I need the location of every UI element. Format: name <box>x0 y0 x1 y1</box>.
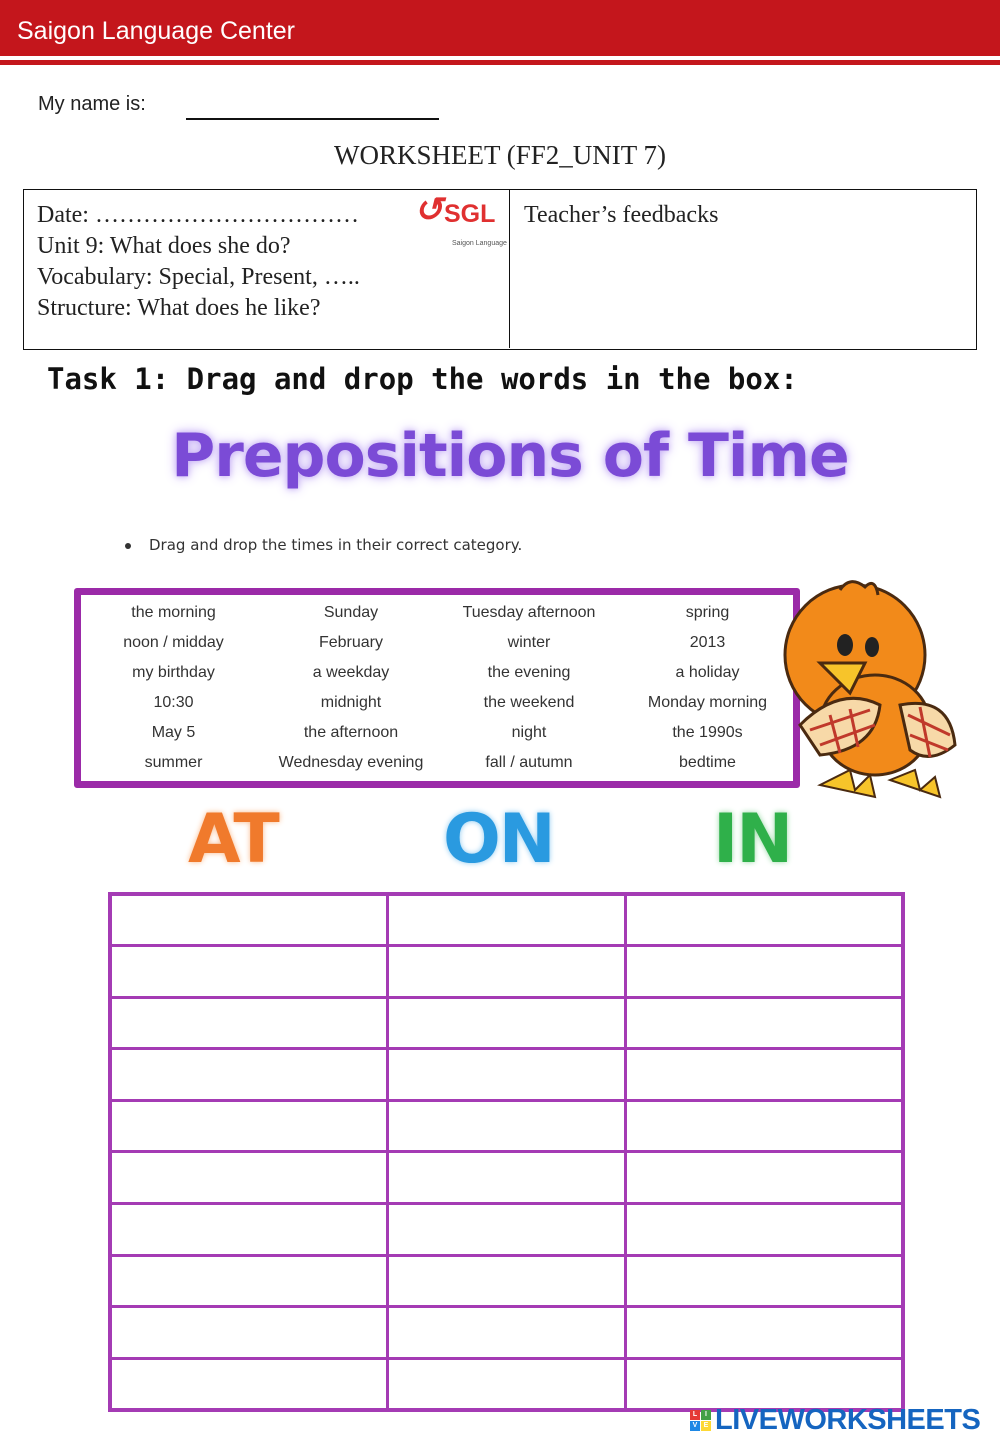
word-bank-grid <box>81 601 793 781</box>
category-in-heading: IN <box>713 800 792 879</box>
answer-table <box>108 892 905 1412</box>
answer-row <box>110 1204 903 1256</box>
activity-instruction <box>125 536 522 554</box>
word-chip[interactable]: the weekend <box>483 694 575 711</box>
word-chip[interactable]: 2013 <box>689 634 726 651</box>
date-line: Date: …………………………… <box>37 202 359 228</box>
name-label: My name is: <box>38 93 146 115</box>
drop-zone-at[interactable] <box>110 1358 388 1410</box>
drop-zone-on[interactable] <box>388 894 626 946</box>
drop-zone-at[interactable] <box>110 997 388 1049</box>
word-chip[interactable]: fall / autumn <box>485 754 573 771</box>
drop-zone-at[interactable] <box>110 894 388 946</box>
structure-line: Structure: What does he like? <box>37 295 321 321</box>
word-chip[interactable]: the evening <box>487 664 571 681</box>
drop-zone-in[interactable] <box>625 946 903 998</box>
instruction-text: Drag and drop the times in their correct category. <box>149 536 523 554</box>
drop-zone-at[interactable] <box>110 1204 388 1256</box>
feedback-cell <box>511 190 975 348</box>
liveworksheets-logo <box>690 1404 980 1436</box>
word-chip[interactable]: a weekday <box>312 664 390 681</box>
word-chip[interactable]: night <box>511 724 547 741</box>
answer-row <box>110 1358 903 1410</box>
answer-row <box>110 894 903 946</box>
vocabulary-line: Vocabulary: Special, Present, ….. <box>37 264 360 290</box>
drop-zone-in[interactable] <box>625 1255 903 1307</box>
feedback-label: Teacher’s feedbacks <box>524 202 719 228</box>
drop-zone-in[interactable] <box>625 1152 903 1204</box>
word-chip[interactable]: Wednesday evening <box>278 754 424 771</box>
word-chip[interactable]: the 1990s <box>672 724 743 741</box>
drop-zone-on[interactable] <box>388 1255 626 1307</box>
drop-zone-at[interactable] <box>110 1049 388 1101</box>
word-chip[interactable]: bedtime <box>679 754 736 771</box>
word-chip[interactable]: Monday morning <box>647 694 768 711</box>
lesson-info-cell <box>24 190 510 348</box>
header-divider <box>0 60 1000 65</box>
drop-zone-in[interactable] <box>625 1358 903 1410</box>
drop-zone-on[interactable] <box>388 1100 626 1152</box>
drop-zone-on[interactable] <box>388 946 626 998</box>
word-chip[interactable]: February <box>318 634 384 651</box>
word-chip[interactable]: noon / midday <box>123 634 224 651</box>
bullet-icon <box>125 543 131 549</box>
answer-row <box>110 1152 903 1204</box>
drop-zone-at[interactable] <box>110 1152 388 1204</box>
answer-row <box>110 946 903 998</box>
word-chip[interactable]: May 5 <box>151 724 196 741</box>
header-bar <box>0 0 1000 56</box>
drop-zone-on[interactable] <box>388 997 626 1049</box>
answer-row <box>110 1100 903 1152</box>
drop-zone-on[interactable] <box>388 1152 626 1204</box>
word-chip[interactable]: winter <box>507 634 551 651</box>
liveworksheets-brand: LIVEWORKSHEETS <box>715 1403 981 1436</box>
drop-zone-at[interactable] <box>110 1255 388 1307</box>
sgl-logo <box>414 192 509 247</box>
word-chip[interactable]: my birthday <box>132 664 215 681</box>
answer-row <box>110 997 903 1049</box>
word-chip[interactable]: spring <box>685 604 730 621</box>
category-on-heading: ON <box>443 800 554 879</box>
sgl-logo-icon: ↺ <box>414 192 443 229</box>
word-chip[interactable]: Sunday <box>323 604 379 621</box>
drop-zone-in[interactable] <box>625 894 903 946</box>
task-title: Task 1: Drag and drop the words in the box: <box>47 362 798 396</box>
name-blank-line <box>186 118 439 120</box>
answer-row <box>110 1255 903 1307</box>
activity-title: Prepositions of Time <box>171 421 849 491</box>
category-at-heading: AT <box>188 800 278 879</box>
drop-zone-on[interactable] <box>388 1049 626 1101</box>
word-chip[interactable]: summer <box>144 754 203 771</box>
answer-row <box>110 1049 903 1101</box>
drop-zone-on[interactable] <box>388 1307 626 1359</box>
answer-row <box>110 1307 903 1359</box>
word-bank <box>74 588 800 788</box>
drop-zone-in[interactable] <box>625 1204 903 1256</box>
sgl-logo-text: SGL <box>444 200 496 228</box>
word-chip[interactable]: the afternoon <box>303 724 399 741</box>
drop-zone-at[interactable] <box>110 1100 388 1152</box>
drop-zone-in[interactable] <box>625 1100 903 1152</box>
word-chip[interactable]: midnight <box>320 694 382 711</box>
info-table <box>23 189 977 350</box>
word-chip[interactable]: 10:30 <box>153 694 194 711</box>
drop-zone-on[interactable] <box>388 1204 626 1256</box>
drop-zone-in[interactable] <box>625 997 903 1049</box>
unit-line: Unit 9: What does she do? <box>37 233 291 259</box>
word-chip[interactable]: the morning <box>131 604 216 621</box>
drop-zone-at[interactable] <box>110 1307 388 1359</box>
worksheet-title: WORKSHEET (FF2_UNIT 7) <box>333 140 666 170</box>
drop-zone-in[interactable] <box>625 1049 903 1101</box>
drop-zone-at[interactable] <box>110 946 388 998</box>
liveworksheets-logo-icon: L I V E <box>690 1410 711 1431</box>
sgl-logo-subtext: Saigon Language <box>452 240 507 247</box>
drop-zone-in[interactable] <box>625 1307 903 1359</box>
word-chip[interactable]: Tuesday afternoon <box>462 604 596 621</box>
header-title: Saigon Language Center <box>17 17 296 45</box>
drop-zone-on[interactable] <box>388 1358 626 1410</box>
bird-illustration-icon <box>780 575 960 805</box>
word-chip[interactable]: a holiday <box>675 664 740 681</box>
